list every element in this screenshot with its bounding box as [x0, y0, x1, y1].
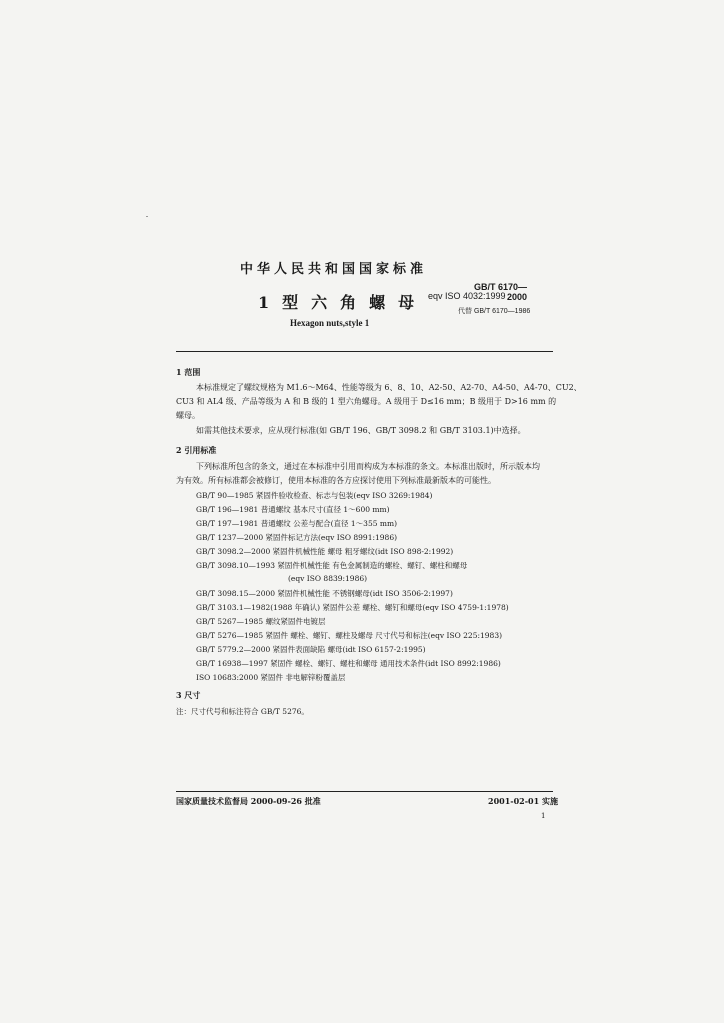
reference-item: GB/T 196—1981 普通螺纹 基本尺寸(直径 1～600 mm) [196, 505, 390, 514]
national-standard-heading: 中华人民共和国国家标准 [240, 262, 428, 277]
reference-item: GB/T 3098.15—2000 紧固件机械性能 不锈钢螺母(idt ISO 3506-2:1997) [196, 589, 453, 598]
reference-item: GB/T 197—1981 普通螺纹 公差与配合(直径 1～355 mm) [196, 519, 398, 528]
document-title-en: Hexagon nuts,style 1 [290, 318, 370, 328]
refs-intro-line-2: 为有效。所有标准都会被修订，使用本标准的各方应探讨使用下列标准最新版本的可能性。 [176, 476, 496, 485]
reference-item: GB/T 5267—1985 螺纹紧固件电镀层 [196, 617, 326, 626]
document-title-cn: 1型六角螺母 [258, 293, 428, 312]
page-number: 1 [541, 812, 546, 820]
section-1-heading: 1 范围 [176, 367, 201, 377]
reference-item-continuation: (eqv ISO 8839:1986) [288, 574, 368, 583]
standard-number: GB/T 6170—2000 [473, 282, 527, 302]
reference-item: GB/T 3103.1—1982(1988 年确认) 紧固件公差 螺栓、螺钉和螺母(eqv ISO 4759-1:1978) [196, 603, 509, 612]
reference-item: GB/T 90—1985 紧固件验收检查、标志与包装(eqv ISO 3269:1984) [196, 491, 433, 500]
reference-item: GB/T 3098.10—1993 紧固件机械性能 有色金属制造的螺栓、螺钉、螺柱和螺母 [196, 561, 468, 570]
scope-line-2: CU3 和 AL4 级、产品等级为 A 和 B 级的 1 型六角螺母。A 级用于 D≤16 mm；B 级用于 D>16 mm 的 [176, 397, 557, 406]
reference-item: GB/T 5276—1985 紧固件 螺栓、螺钉、螺柱及螺母 尺寸代号和标注(eqv ISO 225:1983) [196, 631, 503, 640]
scope-other-requirements: 如需其他技术要求，应从现行标准(如 GB/T 196、GB/T 3098.2 和 GB/T 3103.1)中选择。 [196, 426, 526, 435]
reference-item: GB/T 1237—2000 紧固件标记方法(eqv ISO 8991:1986) [196, 533, 398, 542]
section-2-heading: 2 引用标准 [176, 445, 217, 455]
dimension-note: 注：尺寸代号和标注符合 GB/T 5276。 [176, 707, 309, 716]
section-3-heading: 3 尺寸 [176, 690, 201, 700]
effective-date: 2001-02-01 实施 [488, 796, 558, 806]
scan-speck [146, 216, 148, 217]
refs-intro-line-1: 下列标准所包含的条文，通过在本标准中引用而构成为本标准的条文。本标准出版时，所示版本均 [196, 462, 540, 471]
approval-line: 国家质量技术监督局 2000-09-26 批准 [176, 796, 321, 806]
standard-equivalence: eqv ISO 4032:1999 [428, 291, 506, 301]
reference-item: GB/T 16938—1997 紧固件 螺栓、螺钉、螺柱和螺母 通用技术条件(idt ISO 8992:1986) [196, 659, 501, 668]
reference-item: GB/T 3098.2—2000 紧固件机械性能 螺母 粗牙螺纹(idt ISO 898-2:1992) [196, 547, 454, 556]
reference-item: GB/T 5779.2—2000 紧固件表面缺陷 螺母(idt ISO 6157-2:1995) [196, 645, 426, 654]
standard-replaces: 代替 GB/T 6170—1986 [458, 308, 531, 315]
scope-line-3: 螺母。 [176, 411, 200, 420]
reference-item: ISO 10683:2000 紧固件 非电解锌粉覆盖层 [196, 673, 346, 682]
footer-divider [176, 791, 553, 792]
header-divider [176, 351, 553, 352]
scope-line-1: 本标准规定了螺纹规格为 M1.6～M64、性能等级为 6、8、10、A2-50、A2-70、A4-50、A4-70、CU2、 [196, 383, 582, 392]
